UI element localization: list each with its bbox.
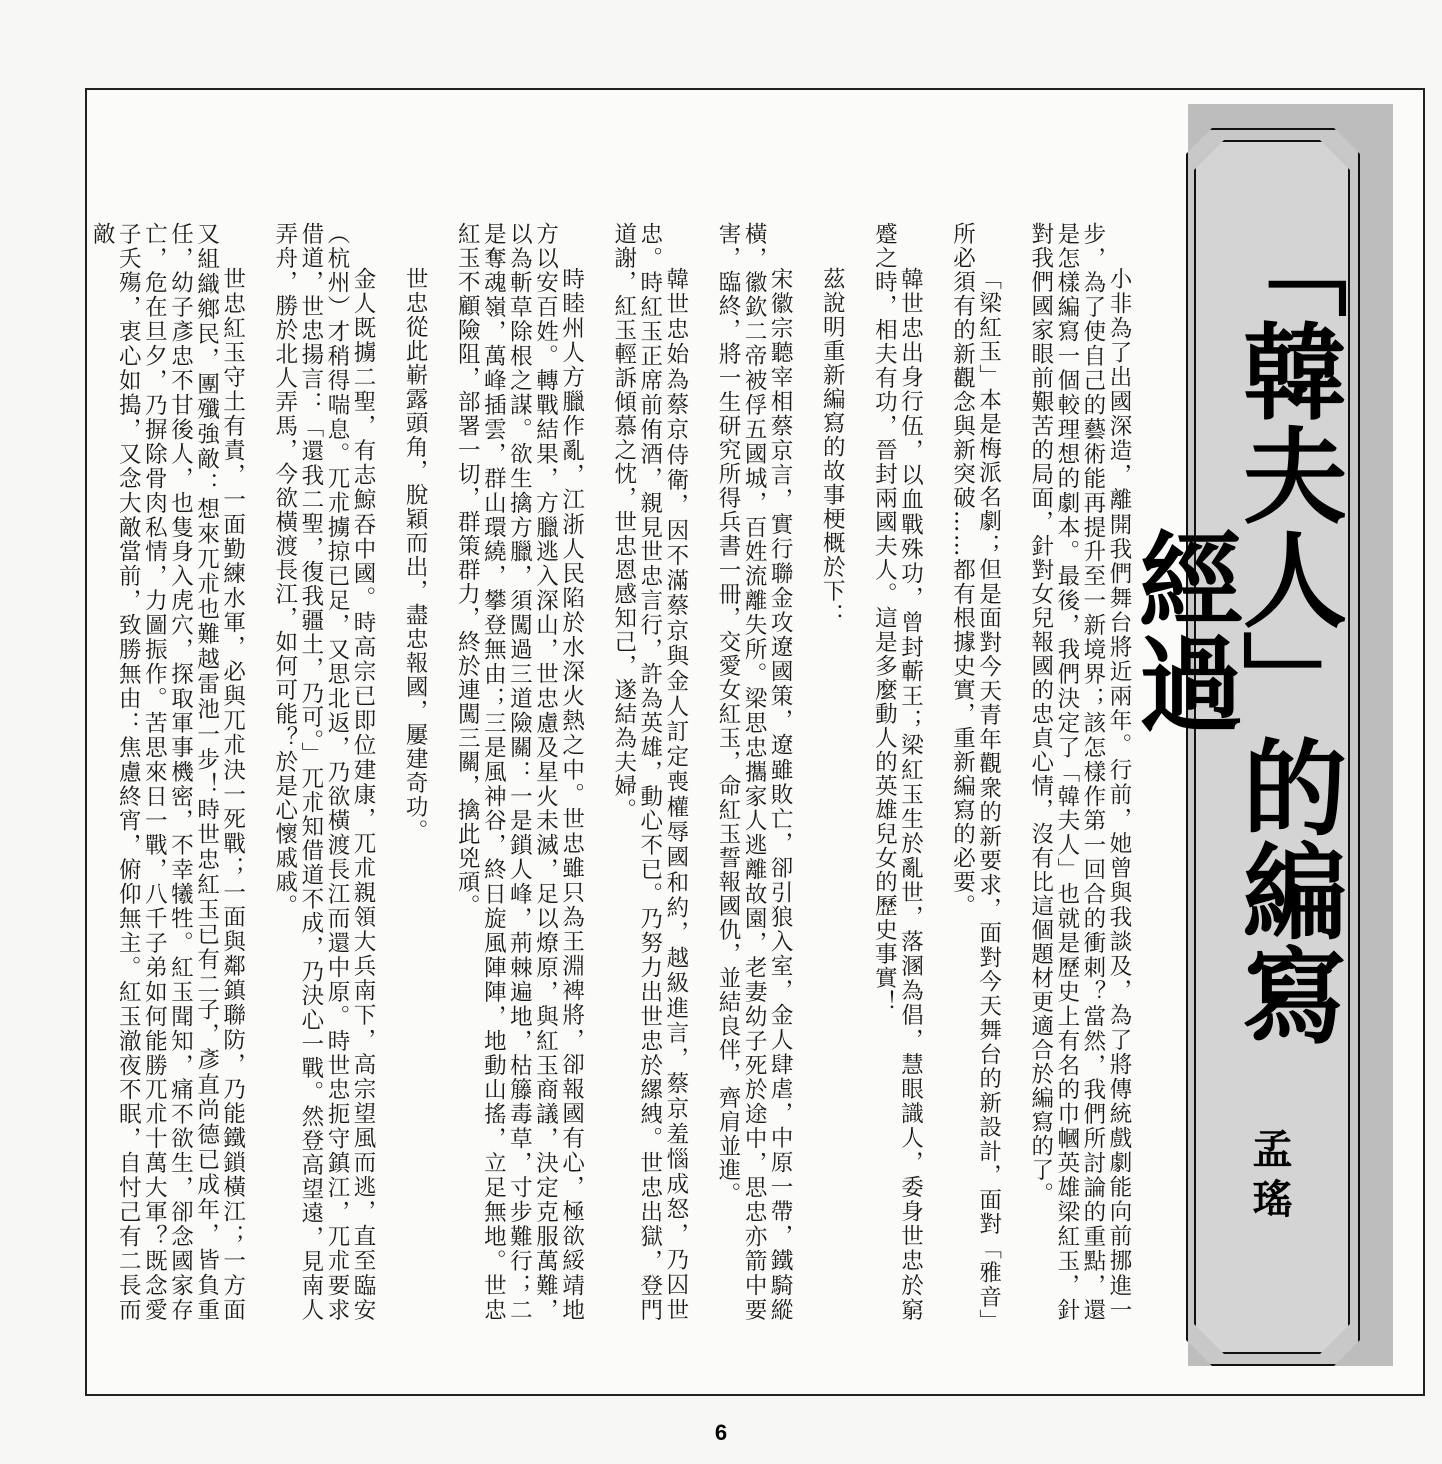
page-number: 6 <box>714 1420 728 1445</box>
article-body <box>89 222 1132 1322</box>
paragraph: 時睦州人方臘作亂，江浙人民陷於水深火熱之中。世忠雖只為王淵裨將，卻報國有心，極欲綏靖地方以安百姓。轉戰結果，方臘逃入深山，世忠慮及星火未滅，足以燎原，與紅玉商議，決定克服萬難，以為斬草除根之謀。欲生擒方臘，須闖過三道險關：一是鎖人峰，荊棘遍地，枯籐毒草，寸步難行；二是奪魂嶺，萬峰插雲，群山環繞，攀登無由；三是風神谷，終日旋風陣陣，地動山搖，立足無地。世忠紅玉不顧險阻，部署一切，群策群力，終於連闖三關，擒此兇頑。 <box>454 222 585 1322</box>
article-title: 「韓夫人」的編寫經過 <box>1121 214 1347 1046</box>
paragraph: 世忠紅玉守土有責，一面勤練水軍，必與兀朮決一死戰；一面與鄰鎮聯防，乃能鐵鎖橫江；一方面又組織鄉民，團殲強敵：想來兀朮也難越雷池一步！時世忠紅玉已有二子，彥直尚德已成年，皆負重任，幼子彥忠不甘後人，也隻身入虎穴，探取軍事機密，不幸犧牲。紅玉聞知，痛不欲生，卻念國家存亡，危在旦夕，乃摒除骨肉私情，力圖振作。苦思來日一戰，八千子弟如何能勝兀朮十萬大軍？既念愛子夭殤，衷心如搗，又念大敵當前，致勝無由：焦慮終宵，俯仰無主。紅玉澈夜不眠，自忖己有二長而敵 <box>89 222 246 1322</box>
paragraph: 小非為了出國深造，離開我們舞台將近兩年。行前，她曾與我談及，為了將傳統戲劇能向前挪進一步，為了使自己的藝術能再提升至一新境界；該怎樣作第一回合的衝刺？當然，我們所討論的重點，還是怎樣編寫一個較理想的劇本。最後，我們決定了「韓夫人」也就是歷史上有名的巾幗英雄梁紅玉，針對我們國家眼前艱苦的局面，針對女兒報國的忠貞心情，沒有比這個題材更適合於編寫的了。 <box>1027 222 1132 1322</box>
paragraph: 金人既擄二聖，有志鯨吞中國。時高宗已即位建康，兀朮親領大兵南下，高宗望風而逃，直至臨安（杭州）才稍得喘息。兀朮擄掠已足，又思北返，乃欲橫渡長江而還中原。時世忠扼守鎮江，兀朮要求借道，世忠揚言：「還我二聖，復我疆土，乃可。」兀朮知借道不成，乃決心一戰。然登高望遠，見南人弄舟，勝於北人弄馬，今欲橫渡長江，如何可能？於是心懷戚戚。 <box>271 222 377 1322</box>
paragraph: 世忠從此嶄露頭角，脫穎而出，盡忠報國，屢建奇功。 <box>402 267 429 843</box>
article-author: 孟瑤 <box>1246 1128 1292 1228</box>
paragraph: 茲說明重新編寫的故事梗概於下： <box>819 267 846 627</box>
paragraph: 韓世忠始為蔡京侍衛，因不滿蔡京與金人訂定喪權辱國和約，越級進言，蔡京羞惱成怒，乃囚世忠。時紅玉正席前侑酒，親見世忠言行，許為英雄，動心不已。乃努力出世忠於縲絏。世忠出獄，登門道謝，紅玉輕訴傾慕之忱，世忠恩感知己，遂結為夫婦。 <box>610 222 689 1322</box>
paragraph: 「梁紅玉」本是梅派名劇；但是面對今天青年觀衆的新要求，面對今天舞台的新設計，面對「雅音」所必須有的新觀念與新突破……都有根據史實，重新編寫的必要。 <box>949 222 1002 1322</box>
paragraph: 宋徽宗聽宰相蔡京言，實行聯金攻遼國策，遼雖敗亡，卻引狼入室，金人肆虐，中原一帶，鐵騎縱橫，徽欽二帝被俘五國城，百姓流離失所。梁思忠攜家人逃離故園，老妻幼子死於途中，思忠亦箭中要害，臨終，將一生研究所得兵書一冊，交愛女紅玉，命紅玉誓報國仇，並結良伴，齊肩並進。 <box>714 222 794 1322</box>
paragraph: 韓世忠出身行伍，以血戰殊功，曾封蘄王；梁紅玉生於亂世，落溷為倡，慧眼識人，委身世忠於窮蹙之時，相夫有功，晉封兩國夫人。這是多麼動人的英雄兒女的歷史事實！ <box>871 222 924 1322</box>
